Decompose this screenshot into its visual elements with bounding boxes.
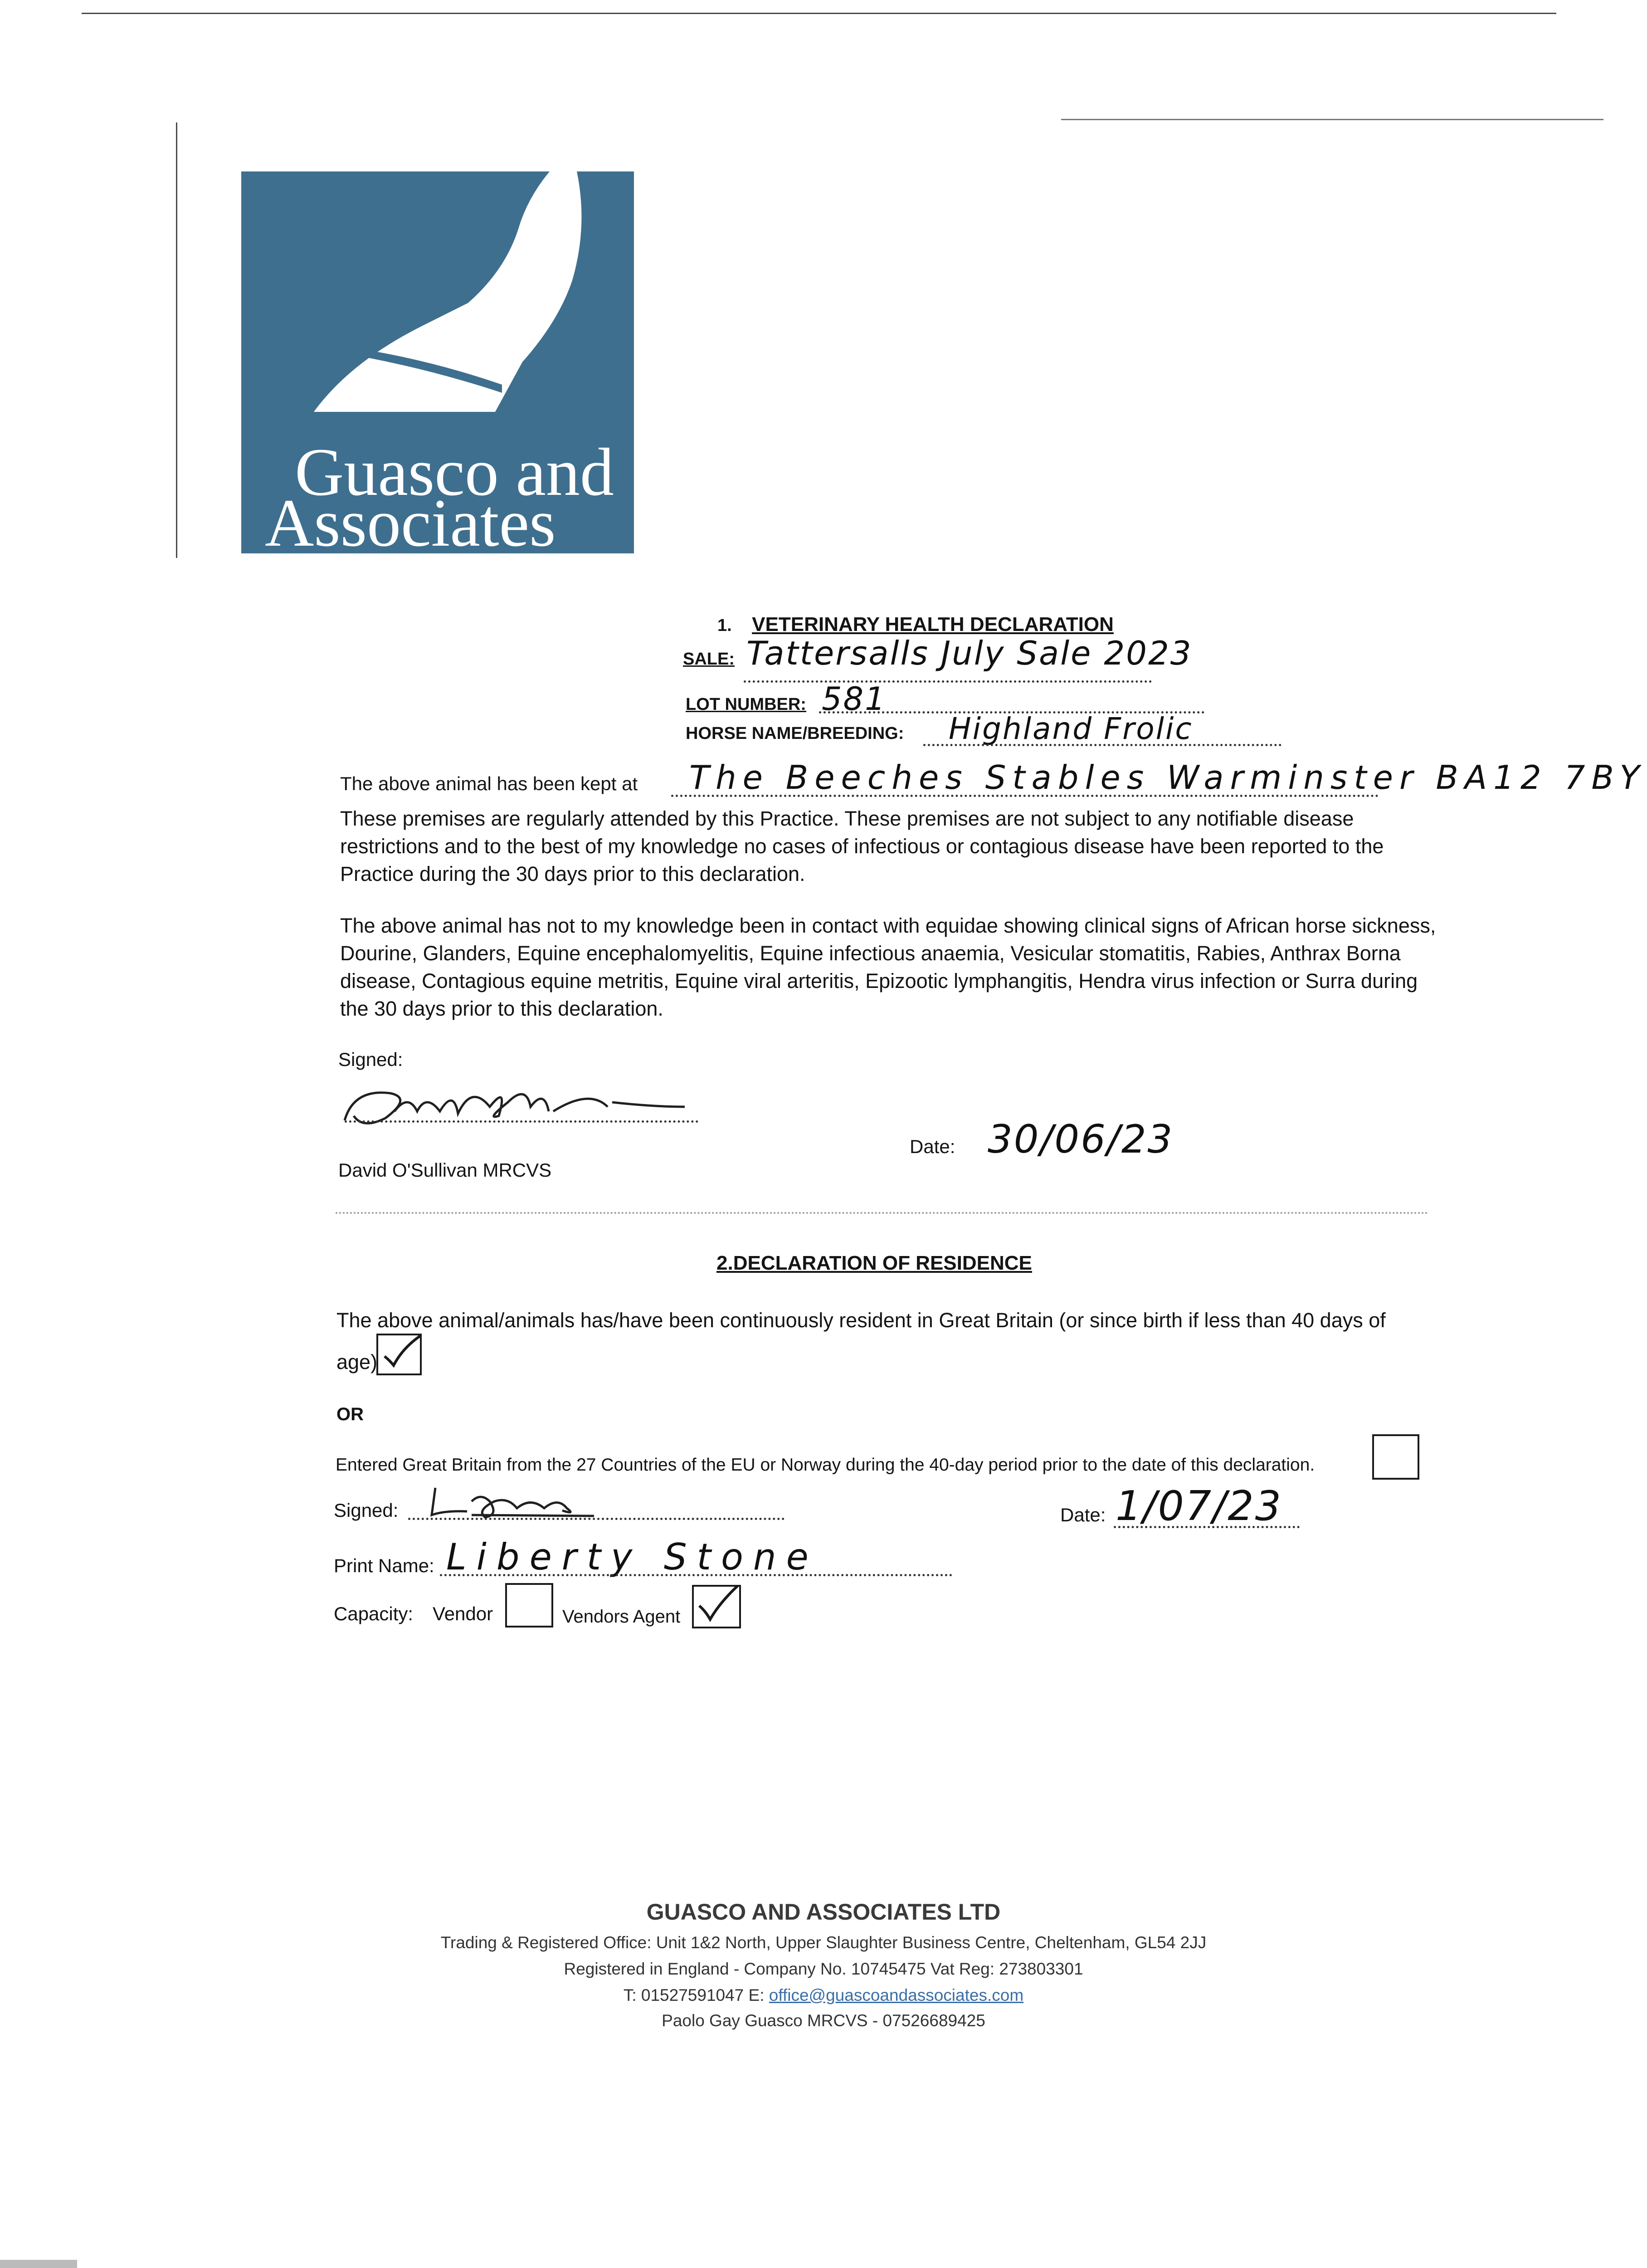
vet-signed-label: Signed: [338,1049,403,1070]
logo-text-line2: Associates [265,485,556,561]
vendor-checkbox[interactable] [505,1583,553,1628]
sale-dotted-line [744,680,1152,683]
scan-left-line [176,122,177,558]
print-name-line [440,1574,952,1576]
kept-value: The Beeches Stables Warminster BA12 7BY [689,758,1646,797]
footer-company: GUASCO AND ASSOCIATES LTD [646,1899,1001,1925]
vet-signature-line [345,1120,698,1123]
agent-label: Vendors Agent [562,1607,681,1627]
horse-row [686,711,1193,746]
sale-label: SALE: [683,650,735,669]
capacity-label: Capacity: [334,1603,414,1624]
residence-option2-checkbox[interactable] [1372,1434,1419,1480]
vet-date-label: Date: [910,1136,955,1157]
section-separator [336,1212,1428,1214]
footer-email-link[interactable]: office@guascoandassociates.com [769,1986,1024,2004]
logo-text-line1: Guasco and [295,435,614,510]
vendor-signed-label: Signed: [334,1500,399,1521]
vendor-label: Vendor [433,1603,493,1624]
kept-dotted-line [671,795,1379,797]
residence-option1-text: The above animal/animals has/have been continuously resident in Great Britain (or since birth if less than 40 days of [336,1309,1386,1332]
section1-heading-row [717,613,1114,636]
scan-right-line [1061,119,1603,120]
or-label: OR [336,1404,364,1424]
scan-top-line [82,13,1556,14]
lot-label: LOT NUMBER: [686,695,806,714]
footer-director: Paolo Gay Guasco MRCVS - 07526689425 [662,2011,985,2030]
lot-value: 581 [822,680,887,718]
footer-registration: Registered in England - Company No. 10745475 Vat Reg: 273803301 [564,1960,1083,1978]
print-name-value: Liberty Stone [446,1536,819,1578]
residence-option1-tail: age) [336,1350,378,1374]
section2-heading: 2.DECLARATION OF RESIDENCE [716,1252,1032,1274]
scan-bottom-mark [0,2260,77,2268]
kept-row [340,758,1646,797]
horse-value: Highland Frolic [949,711,1193,746]
sale-value: Tattersalls July Sale 2023 [746,634,1193,672]
lot-row [686,680,887,718]
vet-date-value: 30/06/23 [988,1117,1174,1162]
sale-row [683,634,1193,672]
residence-option1-checkbox[interactable] [376,1334,422,1375]
section1-number: 1. [717,616,732,635]
residence-option2-text: Entered Great Britain from the 27 Countries of the EU or Norway during the 40-day period prior to the date of this declaration. [336,1455,1315,1475]
vendor-signature-line [408,1518,785,1520]
footer-address: Trading & Registered Office: Unit 1&2 North, Upper Slaughter Business Centre, Cheltenham, GL54 2JJ [440,1933,1207,1952]
premises-paragraph: These premises are regularly attended by this Practice. These premises are not subject to any notifiable disease restrictions and to the best of my knowledge no cases of infectious or contagious disease have been reported to the Practice during the 30 days prior to this declaration. [340,807,1384,885]
vendor-date-value: 1/07/23 [1116,1482,1282,1530]
horse-label: HORSE NAME/BREEDING: [686,724,904,743]
vet-name: David O'Sullivan MRCVS [338,1159,552,1181]
horse-dotted-line [923,744,1282,746]
vendor-date-line [1114,1526,1300,1528]
agent-checkbox[interactable] [692,1585,741,1628]
footer-phone: T: 01527591047 E: [623,1986,769,2004]
company-logo [241,171,634,561]
print-name-label: Print Name: [334,1555,434,1576]
checkmark-icon [694,1587,739,1627]
kept-label: The above animal has been kept at [340,773,638,794]
contact-paragraph: The above animal has not to my knowledge been in contact with equidae showing clinical signs of African horse sickness, Dourine, Glanders, Equine encephalomyelitis, Equine infectious anaemia, Vesicular stomatitis, Rabies, Anthrax Borna disease, Contagious equine metritis, Equine viral arteritis, Epizootic lymphangitis, Hendra virus infection or Surra during the 30 days prior to this declaration. [340,914,1436,1020]
checkmark-icon [378,1335,420,1374]
footer-contact [0,1986,1647,2005]
vendor-date-label: Date: [1060,1504,1106,1525]
section1-heading: VETERINARY HEALTH DECLARATION [752,613,1114,635]
